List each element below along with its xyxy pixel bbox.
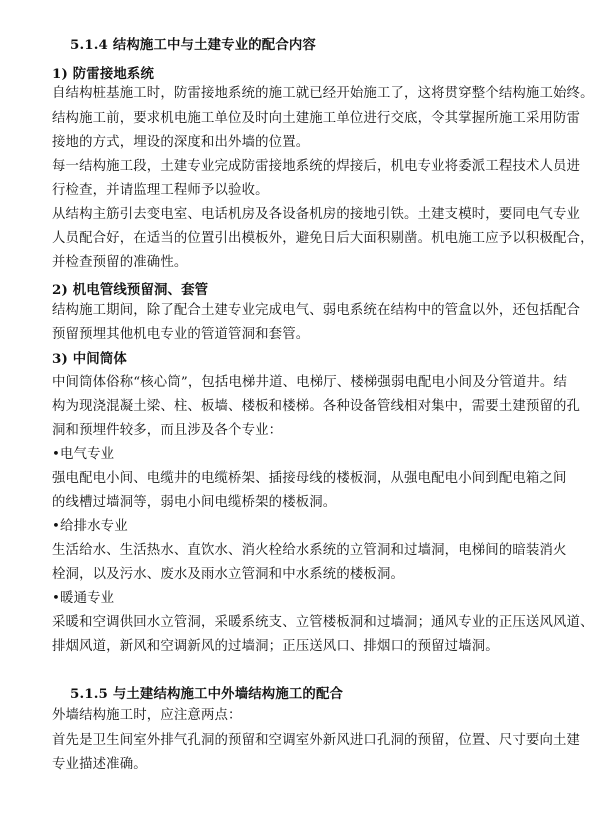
paragraph-line: 并检查预留的准确性。 bbox=[52, 255, 188, 270]
paragraph-line: 排烟风道，新风和空调新风的过墙洞；正压送风口、排烟口的预留过墙洞。 bbox=[52, 639, 499, 654]
paragraph-line: 外墙结构施工时，应注意两点： bbox=[52, 708, 242, 723]
paragraph-line: 结构施工期间，除了配合土建专业完成电气、弱电系统在结构中的管盒以外，还包括配合 bbox=[52, 303, 581, 318]
paragraph-line: 生活给水、生活热水、直饮水、消火栓给水系统的立管洞和过墙洞，电梯间的暗装消火 bbox=[52, 543, 567, 558]
paragraph-line: 从结构主筋引去变电室、电话机房及各设备机房的接地引铁。土建支模时，要同电气专业 bbox=[52, 207, 581, 222]
paragraph-line: 强电配电小间、电缆井的电缆桥架、插接母线的楼板洞，从强电配电小间到配电箱之间 bbox=[52, 471, 567, 486]
paragraph-line: 栓洞，以及污水、废水及雨水立管洞和中水系统的楼板洞。 bbox=[52, 567, 405, 582]
paragraph-line: 结构施工前，要求机电施工单位及时向土建施工单位进行交底，令其掌握所施工采用防雷 bbox=[52, 111, 581, 126]
plumbing-bullet: •给排水专业 bbox=[52, 519, 128, 534]
section-5-1-5-title: 5.1.5 与土建结构施工中外墙结构施工的配合 bbox=[70, 686, 344, 702]
paragraph-line: 构为现浇混凝土梁、柱、板墙、楼板和楼梯。各种设备管线相对集中，需要土建预留的孔 bbox=[52, 399, 581, 414]
hvac-bullet: •暖通专业 bbox=[52, 591, 115, 606]
paragraph-line: 预留预埋其他机电专业的管道管洞和套管。 bbox=[52, 327, 310, 342]
conduit-reservation-heading: 2) 机电管线预留洞、套管 bbox=[52, 282, 209, 298]
lightning-grounding-heading: 1) 防雷接地系统 bbox=[52, 66, 155, 82]
paragraph-line: 洞和预埋件较多，而且涉及各个专业： bbox=[52, 423, 283, 438]
paragraph-line: 中间筒体俗称“核心筒”，包括电梯井道、电梯厅、楼梯强弱电配电小间及分管道井。结 bbox=[52, 375, 567, 390]
paragraph-line: 每一结构施工段，土建专业完成防雷接地系统的焊接后，机电专业将委派工程技术人员进 bbox=[52, 159, 581, 174]
paragraph-line: 首先是卫生间室外排气孔洞的预留和空调室外新风进口孔洞的预留，位置、尺寸要向土建 bbox=[52, 733, 581, 748]
paragraph-line: 接地的方式，埋设的深度和出外墙的位置。 bbox=[52, 135, 310, 150]
paragraph-line: 的线槽过墙洞等，弱电小间电缆桥架的楼板洞。 bbox=[52, 495, 337, 510]
paragraph-line: 人员配合好，在适当的位置引出模板外，避免日后大面积剔凿。机电施工应予以积极配合， bbox=[52, 231, 594, 246]
section-5-1-4-title: 5.1.4 结构施工中与土建专业的配合内容 bbox=[70, 37, 316, 53]
paragraph-line: 行检查，并请监理工程师予以验收。 bbox=[52, 183, 269, 198]
paragraph-line: 采暖和空调供回水立管洞，采暖系统支、立管楼板洞和过墙洞；通风专业的正压送风风道、 bbox=[52, 615, 594, 630]
paragraph-line: 专业描述准确。 bbox=[52, 757, 147, 772]
paragraph-line: 自结构桩基施工时，防雷接地系统的施工就已经开始施工了，这将贯穿整个结构施工始终。 bbox=[52, 86, 594, 101]
electrical-bullet: •电气专业 bbox=[52, 447, 115, 462]
core-tube-heading: 3) 中间筒体 bbox=[52, 351, 127, 367]
